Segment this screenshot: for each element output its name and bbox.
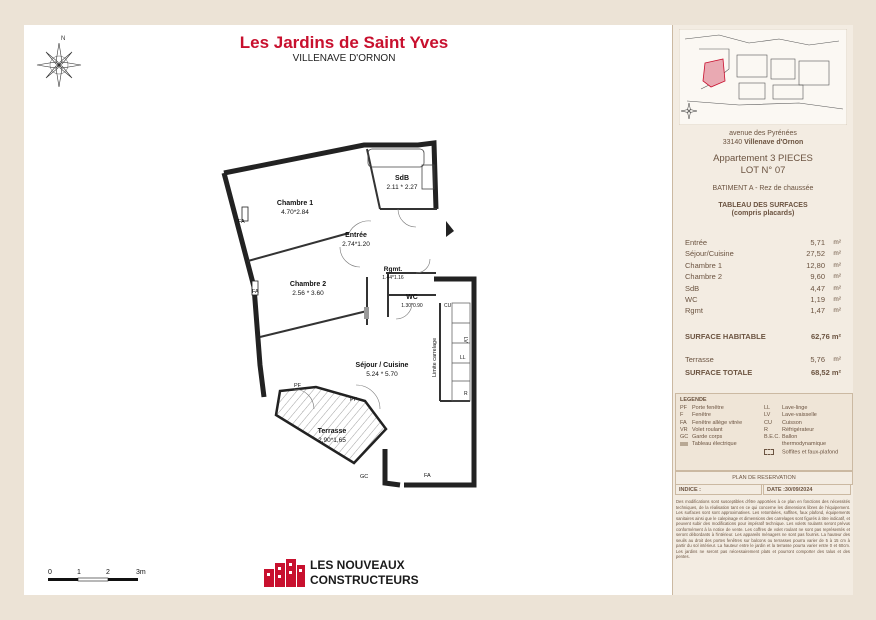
mark-limite-carrelage: Limite carrelage (432, 337, 438, 377)
legend-text: Fenêtre (692, 412, 711, 419)
electric-panel-icon (364, 307, 369, 319)
legend-text: Ballon (782, 434, 798, 441)
floor-plan (24, 25, 672, 595)
legend-abbr: CU (764, 419, 772, 426)
legend-text: Porte fenêtre (692, 405, 724, 411)
surfaces-title-line2: (compris placards) (731, 210, 795, 217)
door-sdb (398, 209, 416, 227)
room-name: Terrasse (317, 428, 347, 435)
legend-title: LEGENDE (680, 397, 707, 403)
room-dims: 5.24 * 5.70 (366, 371, 398, 378)
wall-sdb-left (367, 149, 380, 209)
surface-value: 4,47 (810, 283, 825, 293)
mark-fa: FA (424, 473, 431, 479)
legend-item (680, 405, 742, 412)
legend-abbr: PF (680, 405, 688, 411)
site-plan-map (679, 29, 847, 125)
surface-name: Séjour/Cuisine (685, 249, 734, 259)
legend-text: Tableau électrique (692, 441, 737, 448)
surface-row (685, 283, 841, 294)
plan-sheet (24, 25, 852, 595)
legend-abbr: LV (764, 412, 771, 419)
wall-ch2-bottom (260, 311, 367, 337)
apartment-location-marker (703, 59, 725, 87)
legend-item (764, 449, 838, 457)
legend-item (680, 441, 742, 448)
legend-item (680, 412, 742, 419)
scale-label: 3m (136, 569, 146, 576)
terrasse-value: 5,76 (810, 355, 825, 364)
brand-logo (262, 555, 442, 589)
bathtub (368, 149, 424, 167)
room-name: Chambre 2 (289, 281, 327, 288)
room-dims: 1.44*1.16 (382, 275, 404, 281)
room-dims: 2.11 * 2.27 (386, 184, 418, 191)
surface-row (685, 248, 841, 259)
project-city: VILLENAVE D'ORNON (292, 53, 396, 64)
electric-panel-legend-icon (680, 441, 692, 448)
mark-r: R (464, 391, 468, 397)
surface-name: WC (685, 294, 698, 304)
address (673, 129, 853, 147)
surfaces-title-line1: TABLEAU DES SURFACES (718, 202, 808, 209)
legend-item (764, 420, 838, 427)
mark-gc: GC (360, 474, 369, 480)
legend-text: thermodynamique (782, 441, 827, 448)
legend-box (675, 393, 853, 471)
brand-line1: LES NOUVEAUX (310, 558, 405, 572)
door-chambre2 (340, 247, 360, 267)
scale-label: 2 (106, 569, 110, 576)
legend-item (680, 434, 742, 441)
surface-unit: m² (833, 250, 841, 258)
surfaces-table (685, 237, 841, 317)
legend-abbr: FA (680, 419, 687, 426)
scale-label: 1 (77, 569, 81, 576)
north-label: N (61, 36, 66, 42)
legend-item (764, 434, 838, 441)
legend-abbr: LL (764, 405, 771, 411)
room-dims: 4.70*2.84 (281, 209, 309, 216)
surface-value: 5,71 (810, 238, 825, 247)
legend-text: Lave-linge (782, 405, 808, 411)
surface-name: Chambre 1 (685, 260, 723, 270)
date-field: DATE :30/09/2024 (763, 484, 851, 495)
room-dims: 2.56 * 3.60 (292, 290, 324, 297)
project-title: Les Jardins de Saint Yves (239, 33, 449, 52)
room-dims: 2.74*1.20 (342, 241, 370, 248)
legend-right-column (764, 405, 838, 457)
surface-value: 12,80 (806, 260, 825, 270)
scale-label: 0 (48, 569, 52, 576)
surface-name: SdB (685, 283, 700, 293)
address-line2 (673, 138, 853, 147)
surface-unit: m² (833, 307, 841, 315)
legend-abbr: R (764, 426, 768, 433)
kitchen-counter (452, 303, 470, 401)
surface-value: 27,52 (806, 249, 825, 259)
surface-value: 1,47 (810, 306, 825, 316)
legend-text: Lave-vaisselle (782, 412, 817, 419)
legend-item (680, 427, 742, 434)
surface-name: Chambre 2 (685, 272, 723, 282)
indice-field: INDICE : (675, 484, 762, 495)
mark-cu: CU (444, 303, 452, 309)
surface-name: Entrée (685, 238, 708, 247)
surface-totale-value: 68,52 m² (810, 368, 841, 377)
info-panel (672, 25, 853, 595)
apartment-info (673, 153, 853, 177)
surfaces-table-title (681, 202, 845, 218)
mark-ll: LL (460, 355, 466, 361)
surface-totale-label: SURFACE TOTALE (685, 368, 753, 377)
room-name: Séjour / Cuisine (355, 362, 409, 369)
legend-abbr: VR (680, 426, 688, 433)
surface-value: 9,60 (810, 272, 825, 282)
apartment-type: Appartement 3 PIECES (713, 153, 813, 164)
surface-unit: m² (833, 284, 841, 292)
shower-basin (422, 165, 434, 189)
room-name: Rgmt. (383, 266, 403, 273)
batiment-label: BATIMENT A - Rez de chaussée (712, 185, 814, 192)
surface-totale (685, 368, 841, 377)
address-city: Villenave d'Ornon (744, 139, 804, 146)
soffite-legend-icon (764, 449, 782, 457)
surface-row (685, 305, 841, 316)
room-dims: 2,90*1,65 (318, 437, 346, 444)
surface-row (685, 260, 841, 271)
surface-unit: m² (833, 239, 841, 246)
surface-value: 1,19 (810, 294, 825, 304)
surface-row (685, 237, 841, 248)
room-name: Chambre 1 (276, 200, 314, 207)
legend-item (764, 441, 838, 448)
surface-habitable (685, 332, 841, 341)
wall-south (385, 449, 400, 485)
plan-reservation-label: PLAN DE RESERVATION (675, 471, 853, 485)
scale-bar (44, 565, 184, 589)
mark-lv: LV (462, 337, 468, 343)
legend-abbr: GC (680, 434, 689, 441)
surface-name: Rgmt (685, 306, 703, 316)
lot-number: LOT N° 07 (740, 165, 786, 176)
legend-item (680, 420, 742, 427)
legend-text: Cuisson (782, 419, 802, 426)
wall-ch1-bottom (248, 233, 349, 261)
legend-text: Volet roulant (692, 426, 723, 433)
address-line1: avenue des Pyrénées (729, 130, 797, 137)
surface-habitable-label: SURFACE HABITABLE (685, 332, 766, 341)
legend-item (764, 412, 838, 419)
surface-row (685, 294, 841, 305)
legend-item (764, 427, 838, 434)
terrasse-label: Terrasse (685, 355, 714, 364)
legend-abbr: F (680, 412, 684, 419)
surface-unit: m² (833, 261, 841, 269)
legend-text: Garde corps (692, 434, 723, 441)
terrasse-row (685, 354, 841, 365)
mark-pf: PF (350, 397, 358, 403)
surface-habitable-value: 62,76 m² (810, 332, 841, 341)
room-name: SdB (395, 175, 409, 182)
mark-fa: FA (252, 289, 259, 295)
brand-line2: CONSTRUCTEURS (310, 573, 419, 587)
door-rgmt (416, 259, 430, 273)
legend-text: Réfrigérateur (782, 426, 815, 433)
surface-unit: m² (833, 295, 841, 303)
floor-plan-panel (24, 25, 672, 595)
address-postcode: 33140 (722, 139, 745, 146)
surface-row (685, 271, 841, 282)
legend-text: Fenêtre allège vitrée (692, 419, 743, 426)
room-name: Entrée (345, 232, 367, 239)
legend-abbr: B.E.C. (764, 434, 780, 441)
terrasse-unit: m² (833, 356, 841, 363)
legend-left-column (680, 405, 742, 449)
disclaimer-text: Des modifications sont susceptibles d'être apportées à ce plan en fonctions des nécessités techniques, de la réalisation tant en ce qui concerne les dimensions libres de l'équipement. Les surfaces sont sont approximatives. Les retombées, soffites, faux plafond, équipements sanitaires ainsi que le calepinage et dimensions des carrelages sont figurés à titre indicatif, et peuvent subir des modifications pour impératif technique. Les volets roulants seront prévus conformément à la notice de vente. Les coffres de volet roulant ne sont pas représentés et seront débordants à l'intérieur. Les appareils ménagers ne sont pas fournis. La hauteur des seuils au droit des portes fenêtres sur balcons ou terrasses pourra varier de 5 à 15 cm à partir du sol intérieur. La hauteur entre le jardin et la terrasse pourra varier entre 0 et 60cm. Les jardins ne seront pas nécessairement plats et pourront comporter des talus et des pentes. (676, 499, 850, 559)
room-name: WC (406, 294, 418, 301)
mark-pf: PF (294, 383, 302, 389)
legend-text: Soffites et faux-plafond (782, 449, 839, 456)
surface-unit: m² (833, 273, 841, 281)
legend-item (764, 405, 838, 412)
entrance-arrow-icon (446, 221, 454, 237)
mark-fa: FA (238, 219, 245, 225)
room-dims: 1.30*0.90 (401, 303, 423, 309)
